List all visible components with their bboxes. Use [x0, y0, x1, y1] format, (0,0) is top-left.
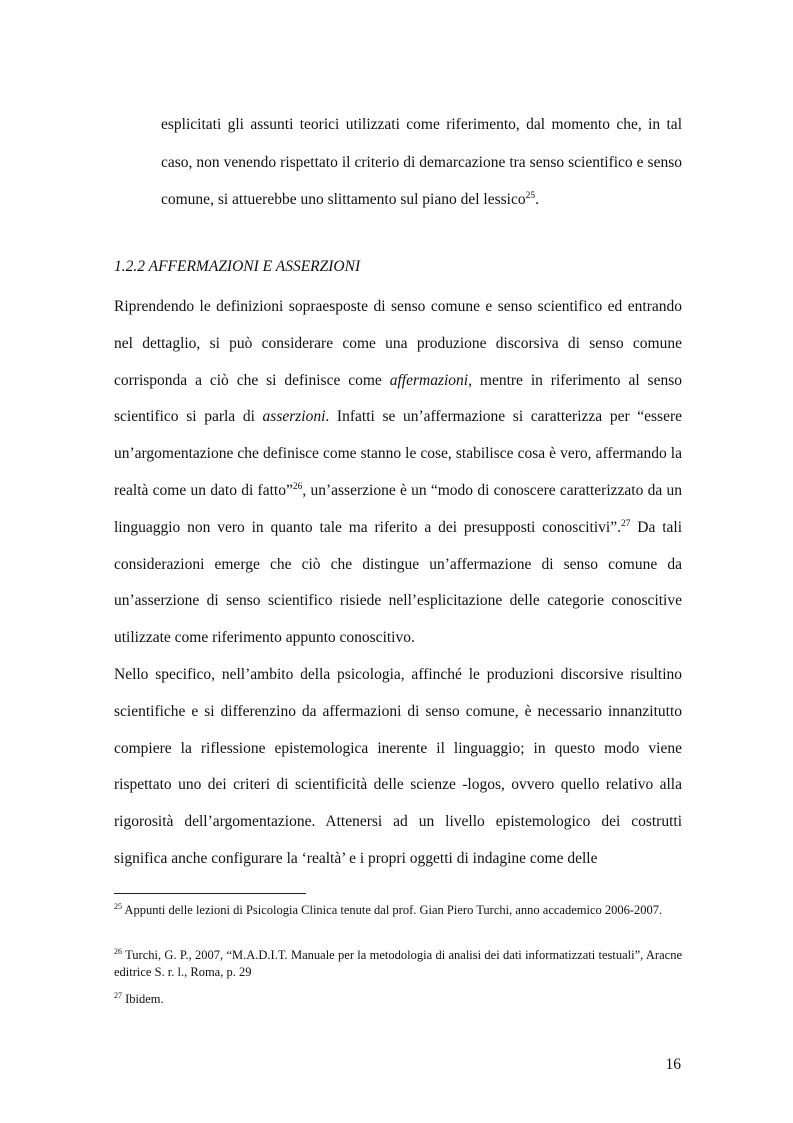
- paragraph-1-part4: , un’asserzione è un “modo di conoscere caratterizzato da un linguaggio non vero in quanto tale ma riferito a dei presupposti conoscitivi”.: [114, 481, 682, 536]
- footnote-27-text: Ibidem.: [122, 992, 164, 1006]
- term-affermazioni: affermazioni,: [389, 371, 472, 389]
- page-number: 16: [665, 1056, 681, 1073]
- paragraph-2-text: Nello specifico, nell’ambito della psicologia, affinché le produzioni discorsive risultino scientifiche e si differenzino da affermazioni di senso comune, è necessario innanzitutto compiere la riflessione epistemologica inerente il linguaggio; in questo modo viene rispettato uno dei criteri di scientificità delle scienze -logos, ovvero quello relativo alla rigorosità dell’argomentazione. Attenersi ad un livello epistemologico dei costrutti significa anche configurare la ‘realtà’ e i propri oggetti di indagine come delle: [114, 666, 682, 867]
- section-heading: 1.2.2 AFFERMAZIONI E ASSERZIONI: [114, 258, 361, 275]
- footnote-ref-25[interactable]: 25: [525, 190, 536, 201]
- paragraph-1-part2: mentre in riferimento al senso scientifico si parla di: [114, 371, 682, 426]
- quote-end: .: [535, 191, 539, 208]
- block-quote: [161, 106, 682, 219]
- footnote-25-text: Appunti delle lezioni di Psicologia Clinica tenute dal prof. Gian Piero Turchi, anno accademico 2006-2007.: [122, 903, 663, 917]
- paragraph-1-part1: Riprendendo le definizioni sopraesposte di senso comune e senso scientifico ed entrando nel dettaglio, si può considerare come una produzione discorsiva di senso comune corrisponda a ciò che si definisce come: [114, 298, 682, 389]
- term-asserzioni: asserzioni: [262, 408, 326, 426]
- footnote-ref-26[interactable]: 26: [292, 481, 303, 492]
- paragraph-1: [114, 289, 682, 657]
- footnote-25: [114, 902, 682, 919]
- footnote-26-text: Turchi, G. P., 2007, “M.A.D.I.T. Manuale per la metodologia di analisi dei dati informatizzati testuali”, Aracne editrice S. r. l., Roma, p. 29: [114, 948, 682, 979]
- paragraph-1-part5: Da tali considerazioni emerge che ciò che distingue un’affermazione di senso comune da un’asserzione di senso scientifico risiede nell’esplicitazione delle categorie conoscitive utilizzate come riferimento appunto conoscitivo.: [114, 518, 683, 647]
- paragraph-2: [114, 657, 682, 878]
- footnote-27: [114, 991, 682, 1008]
- footnote-divider: [114, 893, 306, 894]
- footnote-27-number: 27: [114, 990, 122, 1000]
- footnote-25-number: 25: [114, 901, 122, 911]
- footnote-26: [114, 947, 682, 981]
- quote-text: esplicitati gli assunti teorici utilizzati come riferimento, dal momento che, in tal caso, non venendo rispettato il criterio di demarcazione tra senso scientifico e senso comune, si attuerebbe uno slittamento sul piano del lessico: [161, 116, 682, 208]
- footnote-ref-27[interactable]: 27: [620, 518, 631, 529]
- paragraph-1-part3: . Infatti se un’affermazione si caratterizza per “essere un’argomentazione che definisce come stanno le cose, stabilisce cosa è vero, affermando la realtà come un dato di fatto”: [114, 408, 683, 499]
- footnote-26-number: 26: [114, 946, 122, 956]
